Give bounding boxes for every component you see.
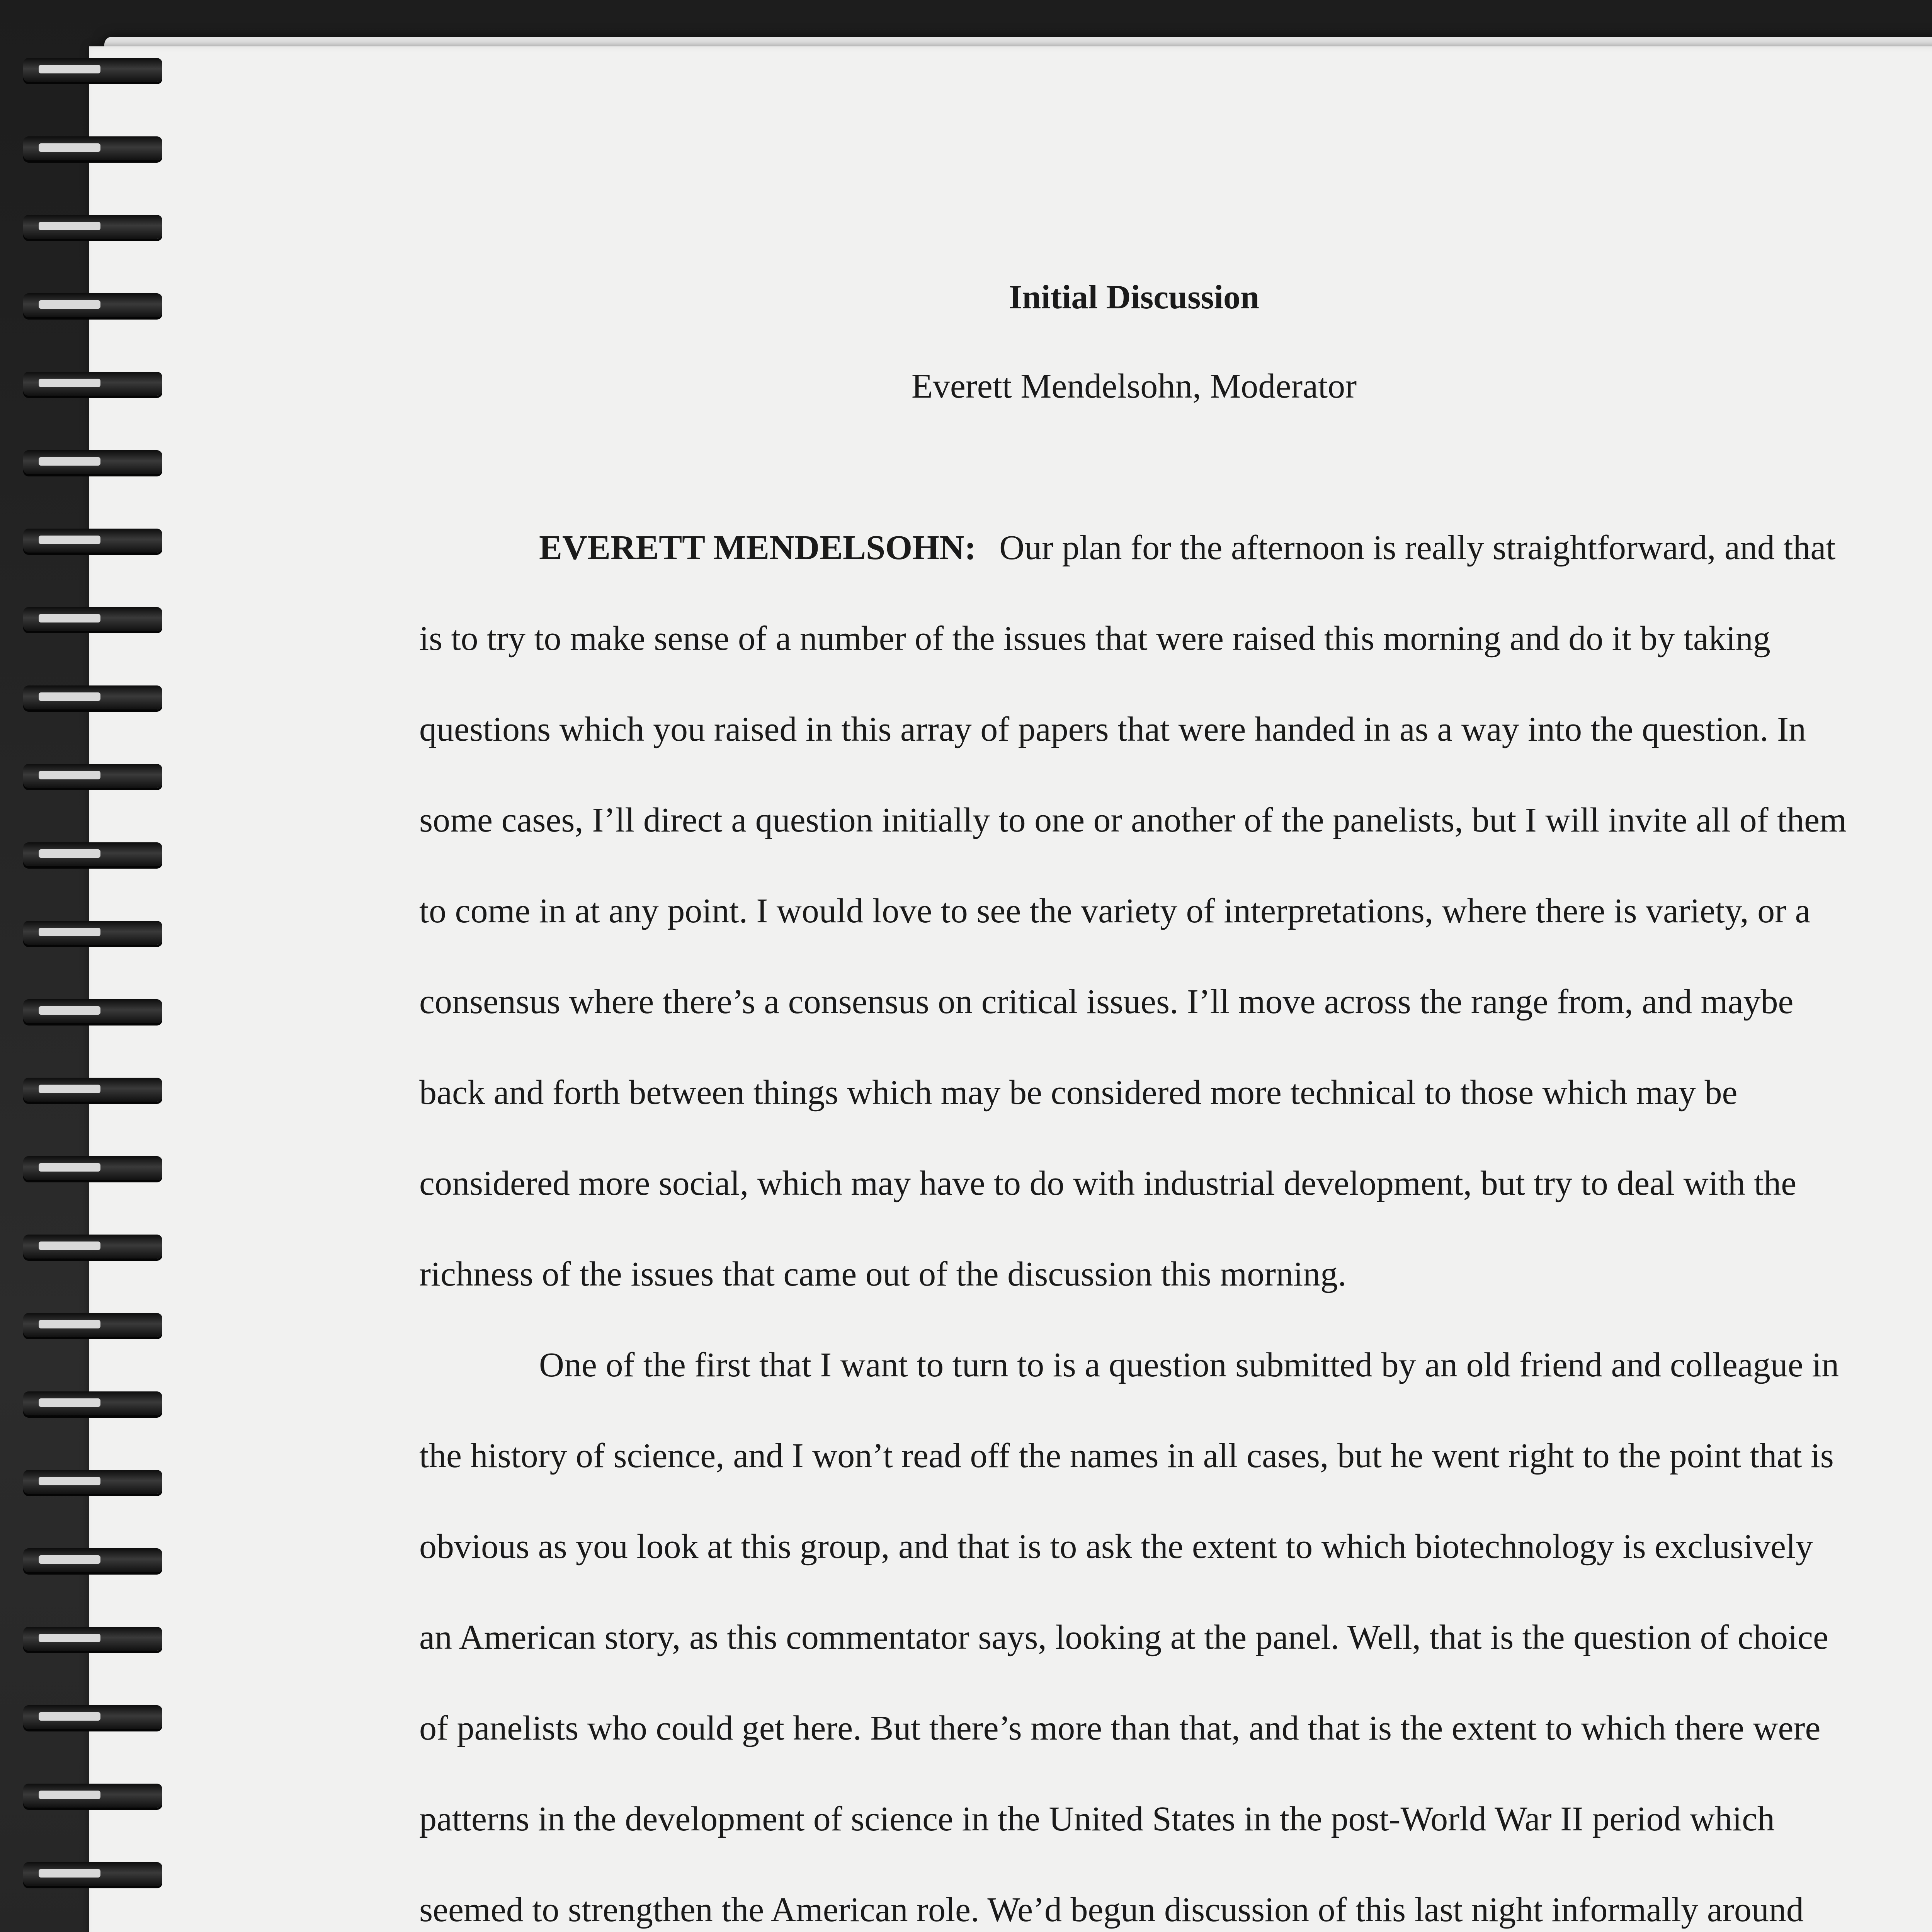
binding-coil	[23, 764, 162, 788]
document-content	[419, 278, 1849, 1932]
paragraph	[419, 1320, 1849, 1932]
page-subtitle: Everett Mendelsohn, Moderator	[911, 367, 1357, 405]
binding-coil	[23, 529, 162, 553]
binding-coil	[23, 215, 162, 239]
binding-coil	[23, 293, 162, 317]
binding-coil	[23, 1156, 162, 1180]
binding-coil	[23, 450, 162, 474]
binding-coil	[23, 1705, 162, 1729]
binding-coil	[23, 685, 162, 709]
binding-coil	[23, 1548, 162, 1572]
binding-coil	[23, 1784, 162, 1808]
speaker-name: EVERETT MENDELSOHN:	[539, 529, 976, 567]
binding-coil	[23, 999, 162, 1023]
binding-coil	[23, 607, 162, 631]
page-title: Initial Discussion	[1009, 279, 1259, 316]
paragraph	[419, 502, 1849, 1320]
binding-coil	[23, 1235, 162, 1259]
binding-coil	[23, 372, 162, 396]
paragraph-text: One of the first that I want to turn to is a question submitted by an old friend and colleague in the history of science, and I won’t read off the names in all cases, but he went right to the point that is obvious as you look at this group, and that is to ask the extent to which biotechnology is exclusively an American story, as this commentator says, looking at the panel. Well, that is the question of choice of panelists who could get here. But there’s more than that, and that is the extent to which there were patterns in the development of science in the United States in the post-World War II period which seemed to strengthen the American role. We’d begun discussion of this last night informally around	[419, 1346, 1839, 1929]
spiral-binding	[23, 58, 185, 1932]
paragraph-text: Our plan for the afternoon is really straightforward, and that is to try to make sense of a number of the issues that were raised this morning and do it by taking questions which you raised in this array of papers that were handed in as a way into the question. In some cases, I’ll direct a question initially to one or another of the panelists, but I will invite all of them to come in at any point. I would love to see the variety of interpretations, where there is variety, or a consensus where there’s a consensus on critical issues. I’ll move across the range from, and maybe back and forth between things which may be considered more technical to those which may be considered more social, which may have to do with industrial development, but try to deal with the richness of the issues that came out of the discussion this morning.	[419, 529, 1847, 1293]
binding-coil	[23, 1313, 162, 1337]
binding-coil	[23, 921, 162, 945]
binding-coil	[23, 136, 162, 160]
binding-coil	[23, 1862, 162, 1886]
binding-coil	[23, 1470, 162, 1494]
binding-coil	[23, 1627, 162, 1651]
binding-coil	[23, 1078, 162, 1102]
binding-coil	[23, 842, 162, 866]
binding-coil	[23, 1391, 162, 1415]
body-text	[419, 502, 1849, 1932]
binding-coil	[23, 58, 162, 82]
